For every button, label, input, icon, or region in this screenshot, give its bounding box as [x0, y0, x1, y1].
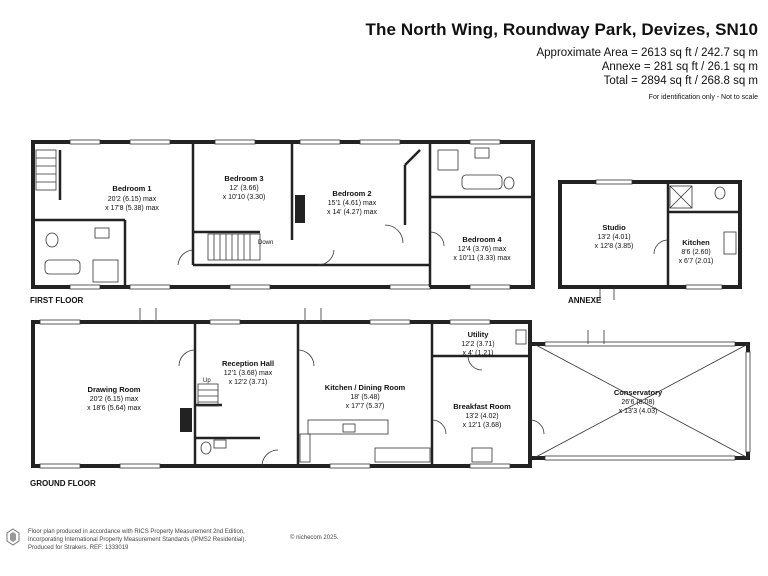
- room-dimension: 26'6 (8.08): [621, 399, 655, 406]
- window: [130, 285, 170, 289]
- annexe-plan: [560, 180, 740, 305]
- door-swing: [318, 250, 334, 265]
- first-floor-label: FIRST FLOOR: [30, 296, 84, 305]
- window: [330, 464, 370, 468]
- window: [70, 140, 100, 144]
- window: [370, 320, 410, 324]
- wall: [405, 150, 420, 165]
- room-name: Conservatory: [613, 388, 663, 397]
- room-name: Studio: [602, 223, 626, 232]
- room-dimension: 12' (3.66): [229, 185, 259, 192]
- window: [450, 320, 490, 324]
- room-dimension: x 14' (4.27) max: [327, 209, 377, 216]
- bath-icon: [462, 175, 502, 189]
- room-dimension: 15'1 (4.61) max: [327, 200, 377, 207]
- bath-icon: [45, 260, 80, 274]
- footer-notes: [28, 528, 246, 552]
- room-dimension: x 12'2 (3.71): [228, 379, 268, 386]
- door-swing: [179, 350, 195, 366]
- footer-line: Produced for Strakers. REF: 1333019: [28, 545, 129, 551]
- room-name: Kitchen: [682, 238, 710, 247]
- window: [210, 320, 240, 324]
- door-swing: [298, 350, 314, 366]
- staircase: [36, 150, 56, 190]
- window: [70, 285, 100, 289]
- stairs-down-label: Down: [258, 240, 274, 246]
- window: [215, 140, 255, 144]
- window: [40, 464, 80, 468]
- french-doors: [305, 308, 321, 322]
- footer-line: Floor plan produced in accordance with RICS Property Measurement 2nd Edition,: [28, 529, 245, 535]
- total-area: Total = 2894 sq ft / 268.8 sq m: [603, 75, 758, 87]
- room-dimension: x 4' (1.21): [462, 350, 494, 357]
- room-dimension: 12'2 (3.71): [461, 341, 495, 348]
- staircase: [208, 234, 260, 260]
- room-dimension: 12'4 (3.76) max: [457, 246, 507, 253]
- room-name: Utility: [467, 330, 489, 339]
- window: [545, 456, 735, 460]
- window: [300, 140, 340, 144]
- identification-note: For identification only - Not to scale: [648, 94, 758, 101]
- toilet-icon: [715, 187, 725, 199]
- range-cooker-icon: [472, 448, 492, 462]
- ground-floor-label: GROUND FLOOR: [30, 479, 96, 488]
- staircase: [198, 384, 218, 406]
- toilet-icon: [504, 177, 514, 189]
- basin-icon: [214, 440, 226, 448]
- french-doors: [140, 308, 156, 322]
- ground-floor-outline: [33, 322, 530, 466]
- window: [470, 140, 500, 144]
- door-swing: [178, 250, 193, 265]
- annexe-label: ANNEXE: [568, 296, 602, 305]
- rics-logo-icon: [6, 528, 20, 546]
- first-floor-plan: [30, 140, 533, 305]
- annexe-area: Annexe = 281 sq ft / 26.1 sq m: [601, 61, 758, 73]
- shower-icon: [93, 260, 118, 282]
- window: [130, 140, 170, 144]
- window: [746, 352, 750, 452]
- window: [686, 285, 722, 289]
- utility-sink-icon: [516, 330, 526, 344]
- room-name: Kitchen / Dining Room: [324, 383, 406, 392]
- room-dimension: x 12'1 (3.68): [462, 422, 502, 429]
- room-dimension: 13'2 (4.02): [465, 413, 499, 420]
- approx-area: Approximate Area = 2613 sq ft / 242.7 sq m: [536, 47, 758, 59]
- annexe-outline: [560, 182, 740, 287]
- ground-floor-plan: [30, 308, 750, 488]
- window: [230, 285, 270, 289]
- window: [390, 285, 430, 289]
- window: [120, 464, 160, 468]
- door-swing: [530, 420, 544, 434]
- door-swing: [432, 420, 446, 434]
- room-dimension: 8'6 (2.60): [681, 249, 711, 256]
- kitchen-worktop: [375, 448, 430, 462]
- door-swing: [262, 450, 278, 466]
- room-dimension: x 10'10 (3.30): [222, 194, 266, 201]
- copyright: © nichecom 2025.: [290, 535, 339, 541]
- chimney-breast: [180, 408, 192, 432]
- window: [596, 180, 632, 184]
- room-dimension: x 6'7 (2.01): [678, 258, 714, 265]
- room-dimension: 13'2 (4.01): [597, 234, 631, 241]
- stairs-up-label: Up: [203, 378, 211, 384]
- room-name: Bedroom 4: [462, 235, 502, 244]
- room-dimension: 20'2 (6.15) max: [107, 196, 157, 203]
- door-swing: [430, 232, 444, 246]
- window: [360, 140, 400, 144]
- toilet-icon: [201, 442, 211, 454]
- window: [40, 320, 80, 324]
- basin-icon: [95, 228, 109, 238]
- room-dimension: x 10'11 (3.33) max: [453, 255, 511, 262]
- room-name: Reception Hall: [221, 359, 275, 368]
- room-dimension: 18' (5.48): [350, 394, 380, 401]
- hob-icon: [343, 424, 355, 432]
- kitchen-worktop: [724, 232, 736, 254]
- room-dimension: x 17'8 (5.38) max: [105, 205, 159, 212]
- room-dimension: x 17'7 (5.37): [345, 403, 385, 410]
- shower-icon: [438, 150, 458, 170]
- room-dimension: 12'1 (3.68) max: [223, 370, 273, 377]
- window: [470, 464, 510, 468]
- chimney-breast: [295, 195, 305, 223]
- toilet-icon: [46, 233, 58, 247]
- door-swing: [468, 356, 482, 370]
- window: [470, 285, 510, 289]
- door-swing: [654, 240, 668, 254]
- basin-icon: [475, 148, 489, 158]
- room-name: Bedroom 2: [332, 189, 372, 198]
- room-dimension: x 13'3 (4.03): [618, 408, 658, 415]
- property-title: The North Wing, Roundway Park, Devizes, SN10: [365, 20, 758, 39]
- room-dimension: x 18'6 (5.64) max: [87, 405, 141, 412]
- room-name: Bedroom 1: [112, 184, 152, 193]
- room-dimension: 20'2 (6.15) max: [89, 396, 139, 403]
- room-name: Bedroom 3: [224, 174, 264, 183]
- door-swing: [385, 225, 403, 243]
- room-dimension: x 12'8 (3.85): [594, 243, 634, 250]
- room-name: Drawing Room: [87, 385, 141, 394]
- footer-line: Incorporating International Property Measurement Standards (IPMS2 Residential).: [28, 537, 247, 543]
- room-name: Breakfast Room: [453, 402, 511, 411]
- kitchen-worktop: [300, 434, 310, 462]
- window: [545, 342, 735, 346]
